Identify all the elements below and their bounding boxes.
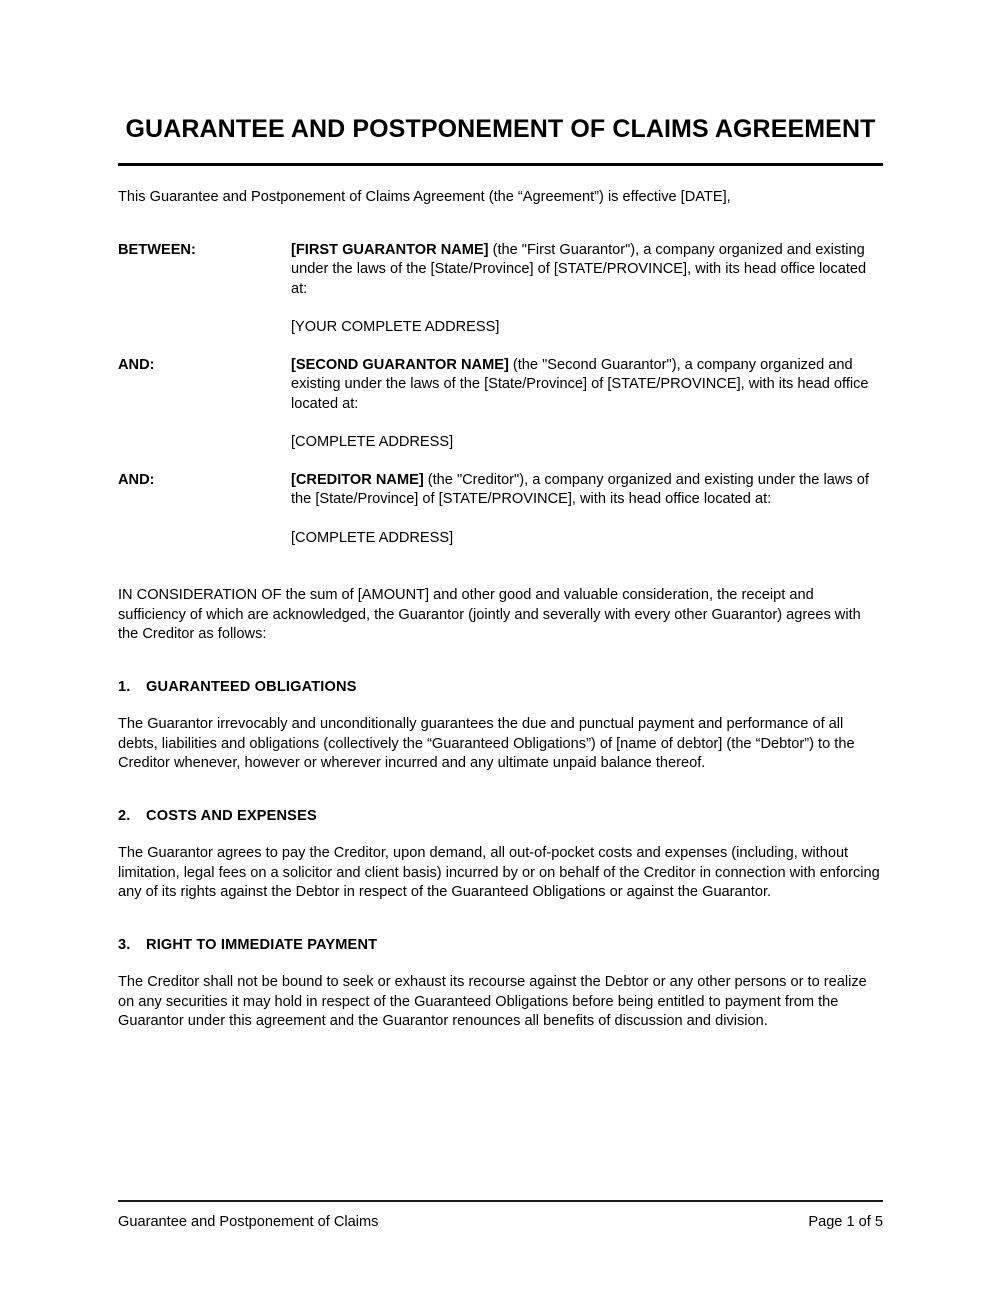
page-footer (118, 1200, 883, 1232)
party-description: (the "Second Guarantor"), a company organized and existing under the laws of the [State/Province] of [STATE/PROVINCE], with its head office located at: (291, 356, 869, 412)
party-description: (the "Creditor"), a company organized and existing under the laws of the [State/Province] of [STATE/PROVINCE], with its head office located at: (291, 471, 869, 507)
parties-block (118, 241, 883, 549)
consideration-paragraph: IN CONSIDERATION OF the sum of [AMOUNT] and other good and valuable consideration, the receipt and sufficiency of which are acknowledged, the Guarantor (jointly and severally with every other Guarantor) agrees with the Creditor as follows: (118, 587, 861, 642)
section-heading (118, 678, 883, 698)
party-row (118, 241, 883, 338)
intro-paragraph: This Guarantee and Postponement of Claims Agreement (the “Agreement”) is effective [DATE], (118, 189, 731, 205)
section-body: The Creditor shall not be bound to seek or exhaust its recourse against the Debtor or any other persons or to realize on any securities it may hold in respect of the Guaranteed Obligations before being entitled to payment from the Guarantor under this agreement and the Guarantor renounces all benefits of discussion and division. (118, 974, 867, 1029)
section-title: RIGHT TO IMMEDIATE PAYMENT (146, 936, 378, 953)
party-address: [COMPLETE ADDRESS] (291, 529, 454, 546)
party-row (118, 356, 883, 453)
section-right-to-immediate-payment (118, 936, 883, 1032)
party-name: [CREDITOR NAME] (291, 471, 424, 488)
party-row (118, 471, 883, 549)
party-description: (the "First Guarantor"), a company organized and existing under the laws of the [State/Province] of [STATE/PROVINCE], with its head office located at: (291, 241, 867, 297)
section-number: 2. (118, 807, 131, 824)
party-address: [YOUR COMPLETE ADDRESS] (291, 319, 500, 335)
footer-page-number: Page 1 of 5 (808, 1214, 883, 1230)
section-title: COSTS AND EXPENSES (146, 807, 317, 824)
section-body: The Guarantor agrees to pay the Creditor, upon demand, all out-of-pocket costs and expenses (including, without limitation, legal fees on a solicitor and client basis) incurred by or on behalf of the Creditor in connection with enforcing any of its rights against the Debtor in respect of the Guaranteed Obligations or against the Guarantor. (118, 845, 880, 900)
section-guaranteed-obligations (118, 678, 883, 774)
party-details (291, 471, 883, 549)
section-heading (118, 936, 883, 956)
party-name: [FIRST GUARANTOR NAME] (291, 241, 489, 258)
party-label: AND: (118, 356, 155, 373)
section-costs-and-expenses (118, 807, 883, 903)
party-label: AND: (118, 471, 155, 488)
party-details (291, 241, 883, 338)
footer-document-name: Guarantee and Postponement of Claims (118, 1214, 379, 1230)
party-details (291, 356, 883, 453)
party-label: BETWEEN: (118, 241, 196, 258)
document-content (118, 0, 883, 1046)
party-name: [SECOND GUARANTOR NAME] (291, 356, 509, 373)
page-title: GUARANTEE AND POSTPONEMENT OF CLAIMS AGREEMENT (125, 115, 876, 143)
party-address: [COMPLETE ADDRESS] (291, 434, 454, 450)
section-heading (118, 807, 883, 827)
section-title: GUARANTEED OBLIGATIONS (146, 678, 357, 695)
footer-row (118, 1202, 883, 1232)
section-number: 1. (118, 678, 131, 695)
section-number: 3. (118, 936, 131, 953)
section-body: The Guarantor irrevocably and unconditionally guarantees the due and punctual payment and performance of all debts, liabilities and obligations (collectively the “Guaranteed Obligations”) of [name of debtor] (the “Debtor”) to the Creditor whenever, however or wherever incurred and any ultimate unpaid balance thereof. (118, 716, 855, 771)
